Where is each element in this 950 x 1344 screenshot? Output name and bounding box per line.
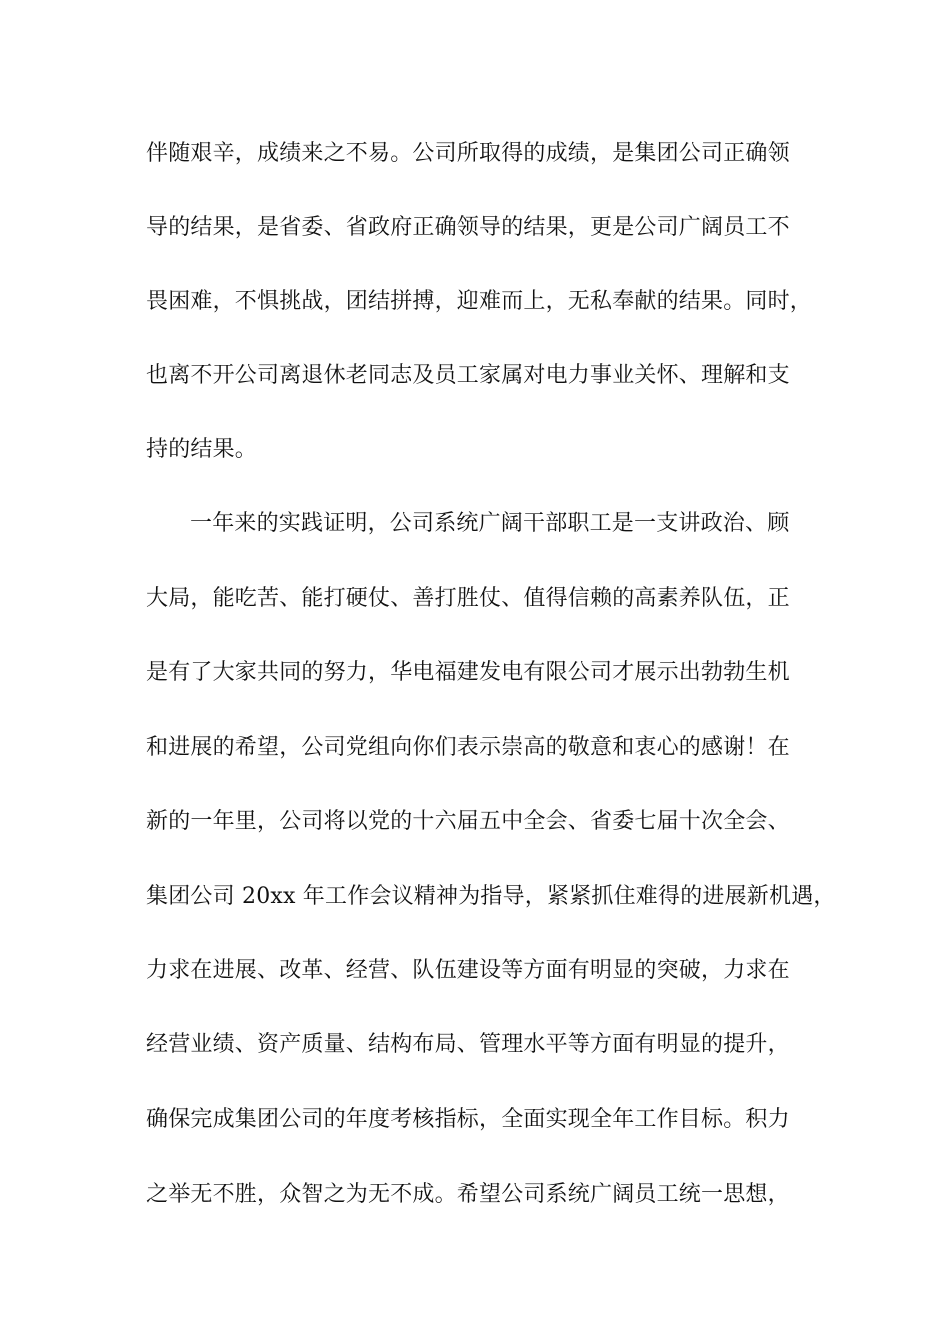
text-line: 确保完成集团公司的年度考核指标，全面实现全年工作目标。积力: [146, 1107, 790, 1132]
text-line: 也离不开公司离退休老同志及员工家属对电力事业关怀、理解和支: [146, 363, 790, 388]
text-line: 之举无不胜，众智之为无不成。希望公司系统广阔员工统一思想，: [146, 1182, 790, 1207]
text-line: 新的一年里，公司将以党的十六届五中全会、省委七届十次全会、: [146, 809, 790, 834]
text-line: 力求在进展、改革、经营、队伍建设等方面有明显的突破，力求在: [146, 958, 790, 983]
text-line: 畏困难，不惧挑战，团结拼搏，迎难而上，无私奉献的结果。同时，: [146, 289, 813, 314]
text-line: 持的结果。: [146, 437, 258, 462]
text-line: 是有了大家共同的努力，华电福建发电有限公司才展示出勃勃生机: [146, 660, 790, 685]
paragraph-first-line: 一年来的实践证明，公司系统广阔干部职工是一支讲政治、顾: [190, 511, 790, 536]
text-line: 伴随艰辛，成绩来之不易。公司所取得的成绩，是集团公司正确领: [146, 141, 790, 166]
text-line: 经营业绩、资产质量、结构布局、管理水平等方面有明显的提升，: [146, 1032, 790, 1057]
text-line: 和进展的希望，公司党组向你们表示崇高的敬意和衷心的感谢！在: [146, 735, 790, 760]
text-line: 大局，能吃苦、能打硬仗、善打胜仗、值得信赖的高素养队伍，正: [146, 586, 790, 611]
text-line: 导的结果，是省委、省政府正确领导的结果，更是公司广阔员工不: [146, 215, 790, 240]
text-line: 集团公司 20xx 年工作会议精神为指导，紧紧抓住难得的进展新机遇，: [146, 884, 836, 909]
